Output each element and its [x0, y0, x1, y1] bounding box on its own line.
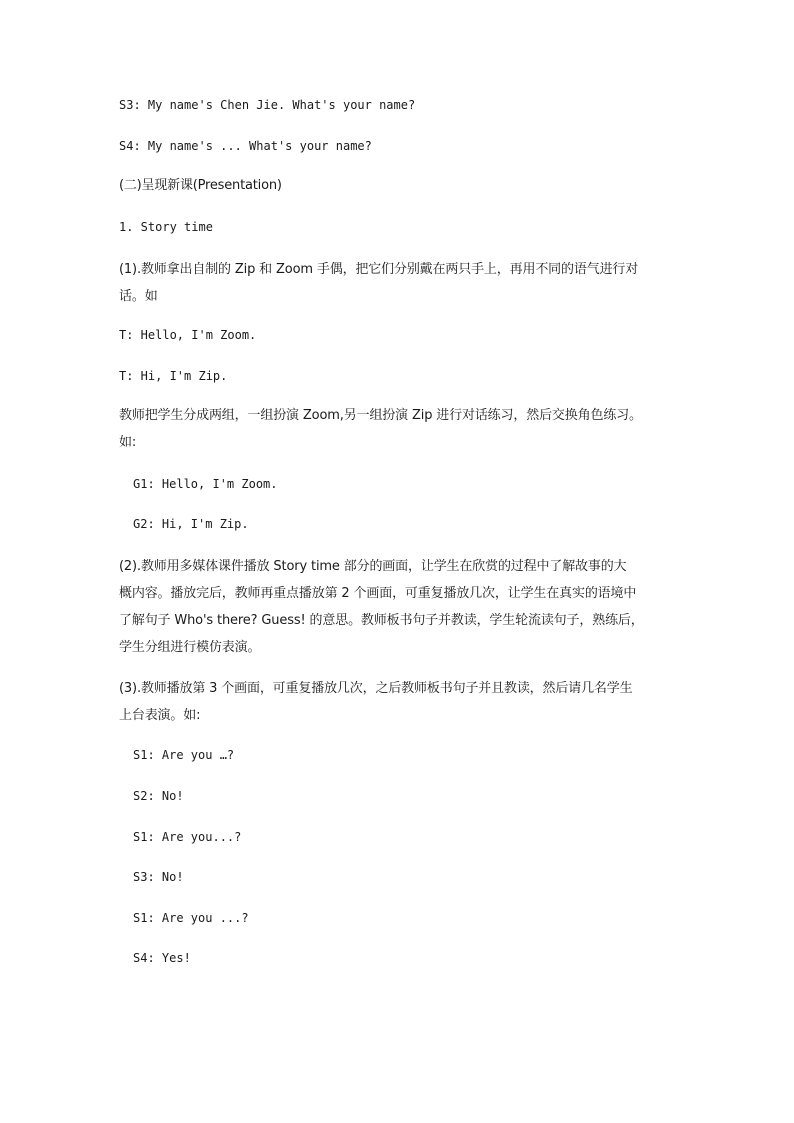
dialogue-line-5: S1: Are you ...? [133, 911, 249, 925]
paragraph-4-line-2: 上台表演。如: [119, 708, 201, 723]
paragraph-2 [119, 402, 677, 456]
dialogue-line-3: S1: Are you...? [133, 830, 242, 844]
paragraph-3-line-4: 学生分组进行模仿表演。 [119, 640, 261, 655]
dialogue-line-t-zip: T: Hi, I'm Zip. [119, 369, 228, 383]
paragraph-3 [119, 553, 677, 661]
dialogue-line-s4: S4: My name's ... What's your name? [119, 139, 372, 153]
dialogue-line-g1: G1: Hello, I'm Zoom. [133, 477, 278, 491]
dialogue-line-g2: G2: Hi, I'm Zip. [133, 517, 249, 531]
paragraph-1-line-1: (1).教师拿出自制的 Zip 和 Zoom 手偶，把它们分别戴在两只手上，再用不同的语气进行对 [119, 262, 639, 277]
dialogue-line-2: S2: No! [133, 789, 184, 803]
paragraph-1-line-2: 话。如 [119, 289, 158, 304]
subheading-story-time: 1. Story time [119, 220, 213, 234]
paragraph-3-line-3: 了解句子 Who's there? Guess! 的意思。教师板书句子并教读，学生轮流读句子，熟练后， [119, 613, 644, 628]
section-heading-presentation: (二)呈现新课(Presentation) [119, 178, 282, 193]
paragraph-3-line-1: (2).教师用多媒体课件播放 Story time 部分的画面，让学生在欣赏的过程中了解故事的大 [119, 559, 627, 574]
paragraph-2-line-2: 如: [119, 435, 137, 450]
paragraph-4-line-1: (3).教师播放第 3 个画面，可重复播放几次，之后教师板书句子并且教读，然后请几名学生 [119, 681, 633, 696]
dialogue-line-t-zoom: T: Hello, I'm Zoom. [119, 328, 257, 342]
paragraph-1 [119, 256, 677, 310]
paragraph-2-line-1: 教师把学生分成两组，一组扮演 Zoom,另一组扮演 Zip 进行对话练习，然后交换角色练习。 [119, 408, 642, 423]
paragraph-3-line-2: 概内容。播放完后，教师再重点播放第 2 个画面，可重复播放几次，让学生在真实的语境中 [119, 586, 637, 601]
dialogue-line-6: S4: Yes! [133, 951, 191, 965]
dialogue-line-s3: S3: My name's Chen Jie. What's your name? [119, 98, 416, 112]
dialogue-line-1: S1: Are you …? [133, 748, 235, 762]
paragraph-4 [119, 675, 677, 729]
dialogue-line-4: S3: No! [133, 870, 184, 884]
